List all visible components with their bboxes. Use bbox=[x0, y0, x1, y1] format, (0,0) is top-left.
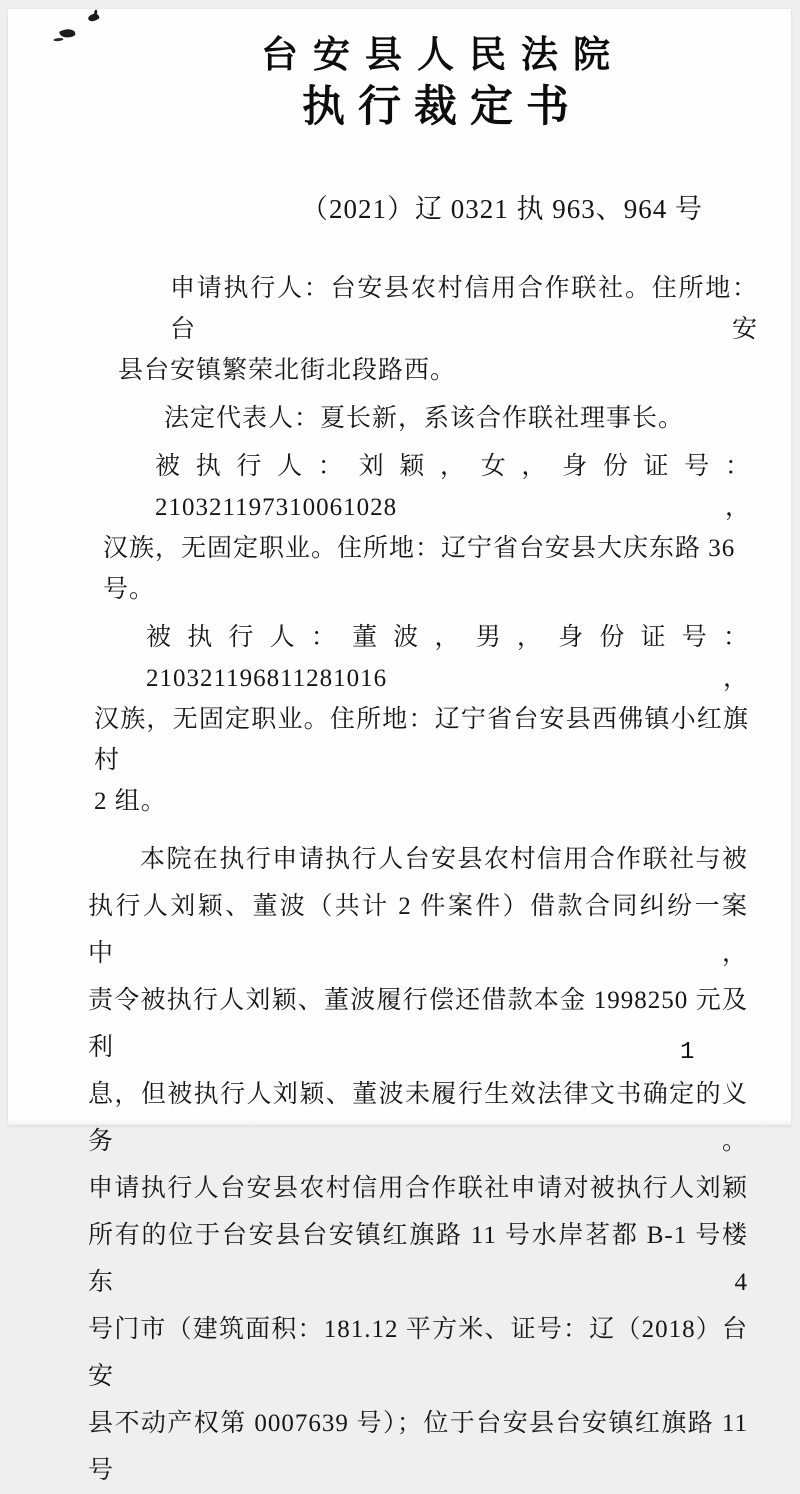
doc-type-title: 执行裁定书 bbox=[302, 84, 582, 132]
body-line: 申请执行人台安县农村信用合作联社申请对被执行人刘颖 bbox=[88, 1175, 748, 1202]
body-line: 县台安镇繁荣北街北段路西。 bbox=[118, 357, 457, 384]
document-header bbox=[44, 34, 800, 133]
body-line: 县不动产权第 0007639 号）；位于台安县台安镇红旗路 11 号 bbox=[88, 1410, 748, 1484]
document-body bbox=[88, 268, 758, 1494]
case-number: （2021）辽 0321 执 963、964 号 bbox=[301, 194, 703, 224]
body-line: 执行人刘颖、董波（共计 2 件案件）借款合同纠纷一案中， bbox=[88, 893, 748, 967]
body-paragraph bbox=[112, 398, 757, 439]
body-line: 被执行人：刘颖，女，身份证号：210321197310061028， bbox=[155, 453, 751, 521]
page-bottom-shade bbox=[8, 1119, 791, 1125]
body-paragraph bbox=[118, 268, 758, 391]
body-line: 法定代表人：夏长新，系该合作联社理事长。 bbox=[164, 405, 685, 432]
body-paragraph bbox=[94, 617, 749, 822]
ink-speck-1 bbox=[87, 12, 100, 23]
body-line: 2 组。 bbox=[94, 788, 167, 815]
body-line: 申请执行人：台安县农村信用合作联社。住所地：台安 bbox=[170, 275, 758, 343]
body-line: 汉族，无固定职业。住所地：辽宁省台安县西佛镇小红旗村 bbox=[94, 706, 749, 774]
body-paragraph bbox=[103, 446, 751, 610]
body-line: 责令被执行人刘颖、董波履行偿还借款本金 1998250 元及利 bbox=[88, 987, 748, 1061]
body-line: 本院在执行申请执行人台安县农村信用合作联社与被 bbox=[140, 846, 748, 873]
document-page bbox=[8, 9, 791, 1484]
body-line: 汉族，无固定职业。住所地：辽宁省台安县大庆东路 36 号。 bbox=[103, 535, 736, 603]
page-number: 1 bbox=[680, 1039, 695, 1066]
body-line: 号门市（建筑面积：181.12 平方米、证号：辽（2018）台安 bbox=[88, 1316, 748, 1390]
court-name-title: 台安县人民法院 bbox=[261, 35, 625, 76]
body-paragraph bbox=[88, 836, 748, 1494]
body-line: 所有的位于台安县台安镇红旗路 11 号水岸茗都 B-1 号楼东 4 bbox=[88, 1222, 748, 1296]
body-line: 被执行人：董波，男，身份证号：210321196811281016， bbox=[146, 624, 749, 692]
body-line: 息，但被执行人刘颖、董波未履行生效法律文书确定的义务。 bbox=[88, 1081, 748, 1155]
